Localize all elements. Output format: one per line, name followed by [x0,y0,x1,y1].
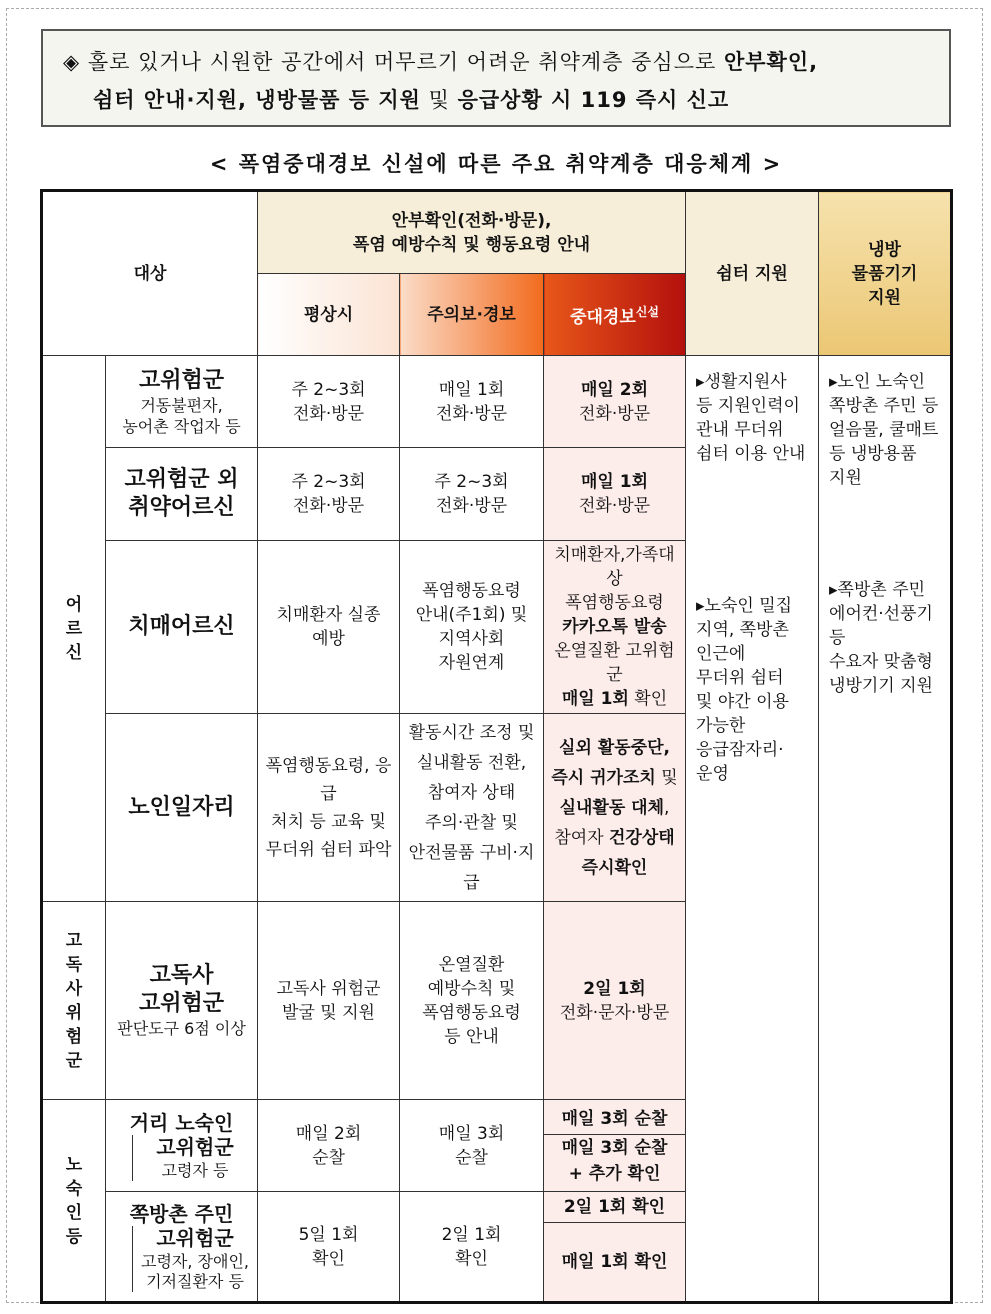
cell-line: 확인 [455,1248,488,1269]
cell-line: 폭염행동요령 [422,581,521,601]
severe-cell [544,714,686,902]
target-note: 판단도구 6점 이상 [117,1019,246,1038]
cell-line: 전화·방문 [292,496,365,516]
severe-cell [544,902,686,1100]
group-char: 숙 [65,1178,83,1199]
header-severe-label: 중대경보 [570,307,636,328]
cell-line: 온열질환 [438,954,505,975]
cell-line: 활동시간 조정 및 [408,722,535,743]
cell-line: 2일 1회 [583,978,646,999]
cell-line: 폭염행동요령, 응급 [265,755,392,804]
cell-line: 매일 1회 [438,379,505,400]
header-shelter: 쉼터 지원 [686,191,819,356]
cell-line: 확인 [312,1248,345,1269]
cell-line: 주 2~3회 [291,379,366,400]
cell-line: 처치 등 교육 및 [271,811,386,832]
header-warning: 주의보·경보 [400,274,544,356]
table-title: < 폭염중대경보 신설에 따른 주요 취약계층 대응체계 > [209,152,783,176]
cell-line: 순찰 [312,1147,345,1168]
cell-line: 매일 1회 [581,472,649,492]
severe-cell [544,356,686,448]
shelter-support-cell [686,356,819,1303]
target-title: 쪽방촌 주민 [129,1201,234,1226]
warning-cell [400,356,544,448]
notice-line-2 [63,81,933,119]
target-title: 고위험군 외 [124,467,239,492]
cell-line: 매일 3회 순찰 [561,1138,668,1158]
cell-line: 주의·관찰 및 [425,812,518,833]
normal-cell [258,541,400,714]
cooling-line: 쪽방촌 주민 등 [829,396,939,416]
group-char: 고 [65,930,83,951]
target-senior-jobs [106,714,258,902]
cell-line: 매일 1회 [561,689,629,709]
normal-cell [258,1192,400,1303]
warning-cell [400,714,544,902]
severe-cell [544,1100,686,1192]
cell-line: 안내(주1회) 및 [415,605,528,625]
group-char: 신 [65,642,83,663]
group-char: 등 [65,1226,83,1247]
group-char: 노 [65,1154,83,1175]
target-street-homeless [106,1100,258,1192]
group-char: 르 [65,618,83,639]
shelter-line: 쉼터 이용 안내 [696,444,806,464]
target-title: 취약어르신 [128,495,235,520]
cell-line: 즉시 귀가조치 [551,767,656,788]
target-note: 기저질환자 등 [146,1271,244,1291]
header-cooling-line: 냉방 [868,239,901,260]
header-cooling-line: 지원 [868,287,901,308]
target-note: 거동불편자, [140,395,223,415]
notice-text: 홀로 있거나 시원한 공간에서 머무르기 어려운 취약계층 중심으로 [80,50,724,74]
header-normal: 평상시 [258,274,400,356]
shelter-line: 지역, 쪽방촌 [696,620,789,640]
shelter-line: ▸노숙인 밀집 [696,596,793,616]
cell-line: 전화·방문 [435,403,508,424]
cell-line: 온열질환 고위험군 [554,641,675,685]
header-cooling-line: 물품기기 [851,263,918,284]
normal-cell [258,714,400,902]
header-target: 대상 [42,191,258,356]
cooling-line: 지원 [829,468,862,488]
group-char: 어 [65,594,83,615]
group-char: 험 [65,1026,83,1047]
cell-line: 예방 [312,629,345,649]
target-title: 노인일자리 [128,794,235,820]
cooling-line: 에어컨·선풍기 등 [829,604,933,648]
shelter-line: ▸생활지원사 [696,372,787,392]
target-title: 치매어르신 [128,614,235,639]
group-elderly [42,356,106,902]
diamond-icon: ◈ [63,50,81,74]
cell-line: 건강상태 [609,827,675,848]
cell-line: 실내활동 대체 [559,797,665,818]
cell-line: 5일 1회 [298,1224,359,1245]
severe-cell [544,448,686,541]
target-title: 고위험군 [139,991,225,1016]
target-note: 농어촌 작업자 등 [122,416,241,436]
target-note: 고령자 등 [161,1160,229,1180]
shelter-line: 무더위 쉼터 [696,668,784,688]
cell-line: 참여자 상태 [427,782,516,803]
cell-line: 자원연계 [438,653,505,673]
cell-line: 매일 3회 [438,1123,505,1144]
cell-line: 참여자 [554,827,609,848]
target-isolated-high-risk [106,902,258,1100]
notice-box [41,29,951,127]
target-sub-title: 고위험군 [156,1225,234,1250]
response-system-table [40,189,953,1304]
target-sub-title: 고위험군 [156,1134,234,1159]
notice-bold: 쉼터 안내·지원, 냉방물품 등 지원 [93,88,421,112]
cell-line: 매일 3회 순찰 [544,1104,685,1135]
shelter-line: 관내 무더위 [696,420,784,440]
cooling-line: 냉방기기 지원 [829,676,933,696]
target-sub-group [132,1135,257,1181]
notice-bold: 응급상황 시 119 즉시 신고 [457,88,730,112]
cell-line: 등 안내 [444,1026,499,1047]
cooling-support-cell [819,356,952,1303]
cell-line: 폭염행동요령 [565,593,664,613]
notice-text: 및 [420,88,458,112]
severe-cell [544,1192,686,1303]
group-isolated-death [42,902,106,1100]
cell-line: 무더위 쉼터 파악 [265,839,392,860]
shelter-line: 등 지원인력이 [696,396,800,416]
cell-line: 전화·방문 [578,403,651,424]
shelter-line: 운영 [696,764,729,784]
header-safety-line: 폭염 예방수칙 및 행동요령 안내 [352,234,591,255]
header-severe-new: 신설 [635,304,659,319]
cell-line: 및 [655,767,678,788]
cooling-line: ▸쪽방촌 주민 [829,580,926,600]
cell-line: 즉시확인 [581,857,648,878]
normal-cell [258,1100,400,1192]
group-char: 독 [65,954,83,975]
target-title: 고독사 [149,963,214,988]
cell-line: 순찰 [455,1147,488,1168]
target-other-elderly [106,448,258,541]
cell-line: 지역사회 [438,629,505,649]
warning-cell [400,1100,544,1192]
cell-line: 주 2~3회 [291,472,366,492]
cell-line: 전화·방문 [435,496,508,516]
cell-line: 2일 1회 확인 [544,1192,685,1223]
cell-line: 전화·방문 [292,403,365,424]
warning-cell [400,448,544,541]
normal-cell [258,356,400,448]
cell-line: 고독사 위험군 [276,978,381,999]
cooling-line: 등 냉방용품 [829,444,917,464]
shelter-line: 및 야간 이용 [696,692,789,712]
cell-line: 발굴 및 지원 [282,1002,375,1023]
cooling-line: ▸노인 노숙인 [829,372,926,392]
cell-line: 카카오톡 발송 [562,617,667,637]
target-title: 고위험군 [139,367,225,393]
target-dementia [106,541,258,714]
warning-cell [400,902,544,1100]
group-char: 인 [65,1202,83,1223]
cell-line: 예방수칙 및 [427,978,516,999]
target-sub-group [132,1226,257,1292]
normal-cell [258,902,400,1100]
cell-line: , [664,797,670,818]
warning-cell [400,541,544,714]
cell-line: 전화·방문 [578,496,651,516]
group-homeless [42,1100,106,1303]
cell-line: 주 2~3회 [434,472,509,492]
normal-cell [258,448,400,541]
group-char: 위 [65,1002,83,1023]
shelter-line: 가능한 [696,716,746,736]
header-severe [544,274,686,356]
cooling-line: 수요자 맞춤형 [829,652,933,672]
cell-line: 실외 활동중단, [559,737,670,758]
cell-line: 치매환자,가족대상 [554,545,675,589]
shelter-line: 인근에 [696,644,746,664]
cell-line: + 추가 확인 [568,1164,661,1184]
group-char: 군 [65,1050,83,1071]
notice-bold: 안부확인, [723,50,819,74]
warning-cell [400,1192,544,1303]
cell-line: 2일 1회 [441,1224,502,1245]
notice-line-1 [63,43,933,81]
cell-line: 전화·문자·방문 [559,1002,670,1023]
cell-line: 폭염행동요령 [422,1002,521,1023]
cell-line: 치매환자 실종 [276,605,381,625]
severe-cell [544,541,686,714]
header-safety-check [258,191,686,274]
cell-line: 안전물품 구비·지급 [408,842,535,893]
target-high-risk [106,356,258,448]
group-char: 사 [65,978,83,999]
header-cooling [819,191,952,356]
cell-line: 실내활동 전환, [416,752,527,773]
cell-line: 확인 [628,689,668,709]
target-jjokbang [106,1192,258,1303]
cell-line: 매일 2회 [295,1123,362,1144]
shelter-line: 응급잠자리· [696,740,784,760]
cell-line: 매일 2회 [581,379,649,400]
target-title: 거리 노숙인 [129,1110,234,1135]
header-safety-line: 안부확인(전화·방문), [391,210,552,231]
target-note: 고령자, 장애인, [141,1251,249,1271]
cell-line: 매일 1회 확인 [561,1252,668,1272]
cooling-line: 얼음물, 쿨매트 [829,420,939,440]
